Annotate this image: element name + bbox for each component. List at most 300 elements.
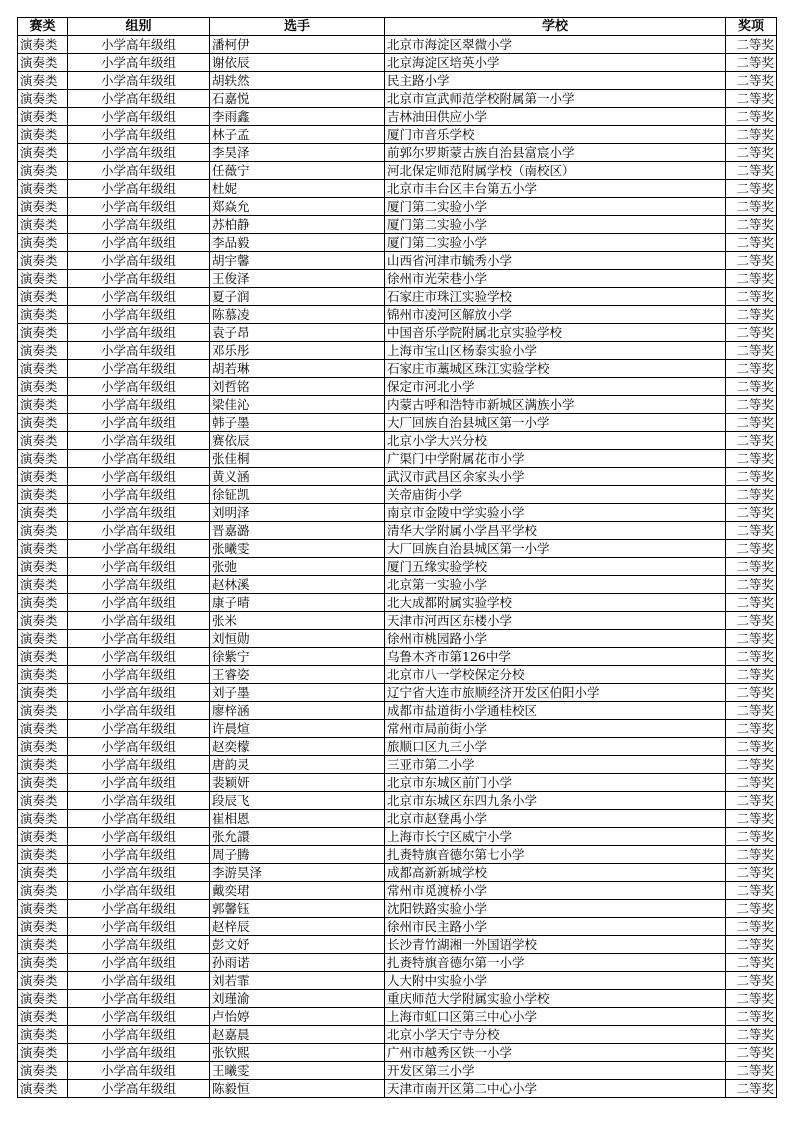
cell-school: 成都市盐道街小学通桂校区	[385, 702, 726, 720]
cell-award: 二等奖	[726, 846, 777, 864]
table-row	[18, 792, 777, 810]
cell-contestant: 刘若霏	[210, 972, 385, 990]
table-row	[18, 522, 777, 540]
cell-contestant: 康子晴	[210, 594, 385, 612]
cell-group: 小学高年级组	[68, 216, 210, 234]
cell-school: 广州市越秀区铁一小学	[385, 1044, 726, 1062]
cell-award: 二等奖	[726, 486, 777, 504]
cell-contestant: 赛依辰	[210, 432, 385, 450]
cell-contestant: 石嘉悦	[210, 90, 385, 108]
cell-school: 河北保定师范附属学校（南校区）	[385, 162, 726, 180]
cell-award: 二等奖	[726, 324, 777, 342]
cell-category: 演奏类	[18, 576, 68, 594]
cell-group: 小学高年级组	[68, 486, 210, 504]
cell-school: 天津市南开区第二中心小学	[385, 1080, 726, 1098]
cell-school: 厦门第二实验小学	[385, 216, 726, 234]
cell-group: 小学高年级组	[68, 522, 210, 540]
cell-group: 小学高年级组	[68, 792, 210, 810]
cell-contestant: 刘恒勋	[210, 630, 385, 648]
cell-contestant: 张弛	[210, 558, 385, 576]
cell-award: 二等奖	[726, 576, 777, 594]
cell-group: 小学高年级组	[68, 630, 210, 648]
cell-group: 小学高年级组	[68, 648, 210, 666]
cell-category: 演奏类	[18, 432, 68, 450]
cell-category: 演奏类	[18, 180, 68, 198]
cell-group: 小学高年级组	[68, 756, 210, 774]
table-row	[18, 702, 777, 720]
table-row	[18, 486, 777, 504]
cell-group: 小学高年级组	[68, 702, 210, 720]
table-row	[18, 954, 777, 972]
cell-award: 二等奖	[726, 882, 777, 900]
cell-contestant: 李雨鑫	[210, 108, 385, 126]
cell-school: 重庆师范大学附属实验小学校	[385, 990, 726, 1008]
cell-award: 二等奖	[726, 108, 777, 126]
cell-award: 二等奖	[726, 1044, 777, 1062]
cell-category: 演奏类	[18, 1008, 68, 1026]
cell-award: 二等奖	[726, 666, 777, 684]
cell-category: 演奏类	[18, 900, 68, 918]
cell-group: 小学高年级组	[68, 396, 210, 414]
cell-school: 旅顺口区九三小学	[385, 738, 726, 756]
cell-award: 二等奖	[726, 990, 777, 1008]
cell-category: 演奏类	[18, 108, 68, 126]
table-row	[18, 504, 777, 522]
cell-award: 二等奖	[726, 630, 777, 648]
cell-group: 小学高年级组	[68, 414, 210, 432]
cell-school: 清华大学附属小学昌平学校	[385, 522, 726, 540]
header-contestant: 选手	[210, 18, 385, 36]
cell-award: 二等奖	[726, 756, 777, 774]
cell-group: 小学高年级组	[68, 234, 210, 252]
cell-award: 二等奖	[726, 918, 777, 936]
table-row	[18, 972, 777, 990]
cell-category: 演奏类	[18, 144, 68, 162]
cell-category: 演奏类	[18, 594, 68, 612]
cell-group: 小学高年级组	[68, 828, 210, 846]
cell-school: 天津市河西区东楼小学	[385, 612, 726, 630]
cell-award: 二等奖	[726, 648, 777, 666]
cell-category: 演奏类	[18, 936, 68, 954]
cell-category: 演奏类	[18, 234, 68, 252]
table-row	[18, 306, 777, 324]
cell-school: 北京第一实验小学	[385, 576, 726, 594]
cell-group: 小学高年级组	[68, 450, 210, 468]
cell-contestant: 赵梓辰	[210, 918, 385, 936]
cell-school: 扎赉特旗音德尔第一小学	[385, 954, 726, 972]
table-row	[18, 864, 777, 882]
cell-school: 北京海淀区培英小学	[385, 54, 726, 72]
cell-group: 小学高年级组	[68, 432, 210, 450]
cell-award: 二等奖	[726, 540, 777, 558]
cell-contestant: 彭文妤	[210, 936, 385, 954]
cell-school: 大厂回族自治县城区第一小学	[385, 540, 726, 558]
cell-award: 二等奖	[726, 72, 777, 90]
cell-contestant: 王睿姿	[210, 666, 385, 684]
table-row	[18, 558, 777, 576]
cell-school: 北京市东城区东四九条小学	[385, 792, 726, 810]
cell-school: 吉林油田供应小学	[385, 108, 726, 126]
cell-school: 北京小学大兴分校	[385, 432, 726, 450]
cell-school: 上海市宝山区杨泰实验小学	[385, 342, 726, 360]
table-row	[18, 900, 777, 918]
cell-award: 二等奖	[726, 306, 777, 324]
cell-contestant: 徐紫宁	[210, 648, 385, 666]
results-table	[17, 17, 777, 1098]
cell-award: 二等奖	[726, 468, 777, 486]
cell-group: 小学高年级组	[68, 378, 210, 396]
cell-category: 演奏类	[18, 288, 68, 306]
cell-contestant: 廖梓涵	[210, 702, 385, 720]
cell-group: 小学高年级组	[68, 504, 210, 522]
cell-group: 小学高年级组	[68, 1044, 210, 1062]
cell-school: 石家庄市藁城区珠江实验学校	[385, 360, 726, 378]
cell-group: 小学高年级组	[68, 540, 210, 558]
cell-contestant: 唐韵灵	[210, 756, 385, 774]
header-school: 学校	[385, 18, 726, 36]
cell-school: 辽宁省大连市旅顺经济开发区伯阳小学	[385, 684, 726, 702]
table-row	[18, 666, 777, 684]
cell-school: 徐州市光荣巷小学	[385, 270, 726, 288]
cell-contestant: 徐钲凯	[210, 486, 385, 504]
cell-category: 演奏类	[18, 522, 68, 540]
cell-category: 演奏类	[18, 252, 68, 270]
table-row	[18, 162, 777, 180]
cell-category: 演奏类	[18, 882, 68, 900]
cell-group: 小学高年级组	[68, 1062, 210, 1080]
cell-contestant: 王俊泽	[210, 270, 385, 288]
cell-contestant: 苏柏静	[210, 216, 385, 234]
cell-award: 二等奖	[726, 198, 777, 216]
table-row	[18, 270, 777, 288]
table-row	[18, 594, 777, 612]
cell-category: 演奏类	[18, 324, 68, 342]
cell-category: 演奏类	[18, 72, 68, 90]
cell-group: 小学高年级组	[68, 468, 210, 486]
cell-contestant: 刘瑾渝	[210, 990, 385, 1008]
table-row	[18, 198, 777, 216]
cell-contestant: 段辰飞	[210, 792, 385, 810]
cell-contestant: 赵林溪	[210, 576, 385, 594]
cell-school: 山西省河津市毓秀小学	[385, 252, 726, 270]
cell-group: 小学高年级组	[68, 180, 210, 198]
table-row	[18, 882, 777, 900]
cell-contestant: 周子腾	[210, 846, 385, 864]
cell-school: 北京市海淀区翠微小学	[385, 36, 726, 54]
cell-category: 演奏类	[18, 612, 68, 630]
cell-award: 二等奖	[726, 396, 777, 414]
cell-category: 演奏类	[18, 162, 68, 180]
cell-contestant: 陈毅恒	[210, 1080, 385, 1098]
cell-category: 演奏类	[18, 414, 68, 432]
cell-contestant: 刘子墨	[210, 684, 385, 702]
cell-contestant: 张曦雯	[210, 540, 385, 558]
cell-school: 开发区第三小学	[385, 1062, 726, 1080]
table-row	[18, 450, 777, 468]
cell-award: 二等奖	[726, 1062, 777, 1080]
cell-award: 二等奖	[726, 810, 777, 828]
table-row	[18, 468, 777, 486]
table-row	[18, 216, 777, 234]
cell-award: 二等奖	[726, 144, 777, 162]
cell-group: 小学高年级组	[68, 54, 210, 72]
cell-group: 小学高年级组	[68, 774, 210, 792]
cell-school: 厦门第二实验小学	[385, 198, 726, 216]
cell-contestant: 胡若琳	[210, 360, 385, 378]
cell-award: 二等奖	[726, 252, 777, 270]
table-row	[18, 126, 777, 144]
cell-group: 小学高年级组	[68, 954, 210, 972]
cell-category: 演奏类	[18, 864, 68, 882]
cell-group: 小学高年级组	[68, 594, 210, 612]
cell-category: 演奏类	[18, 360, 68, 378]
cell-group: 小学高年级组	[68, 144, 210, 162]
cell-contestant: 邓乐彤	[210, 342, 385, 360]
cell-group: 小学高年级组	[68, 1008, 210, 1026]
cell-contestant: 李昊泽	[210, 144, 385, 162]
table-row	[18, 144, 777, 162]
cell-category: 演奏类	[18, 1062, 68, 1080]
cell-award: 二等奖	[726, 594, 777, 612]
cell-contestant: 孙雨诺	[210, 954, 385, 972]
cell-award: 二等奖	[726, 288, 777, 306]
table-row	[18, 324, 777, 342]
cell-award: 二等奖	[726, 738, 777, 756]
cell-group: 小学高年级组	[68, 576, 210, 594]
cell-category: 演奏类	[18, 666, 68, 684]
cell-category: 演奏类	[18, 54, 68, 72]
cell-group: 小学高年级组	[68, 1080, 210, 1098]
cell-award: 二等奖	[726, 90, 777, 108]
cell-school: 锦州市凌河区解放小学	[385, 306, 726, 324]
cell-school: 中国音乐学院附属北京实验学校	[385, 324, 726, 342]
cell-contestant: 张米	[210, 612, 385, 630]
cell-category: 演奏类	[18, 270, 68, 288]
cell-school: 厦门五缘实验学校	[385, 558, 726, 576]
cell-contestant: 任薇宁	[210, 162, 385, 180]
cell-category: 演奏类	[18, 396, 68, 414]
cell-award: 二等奖	[726, 828, 777, 846]
cell-group: 小学高年级组	[68, 612, 210, 630]
cell-group: 小学高年级组	[68, 846, 210, 864]
cell-contestant: 李游昊泽	[210, 864, 385, 882]
cell-contestant: 许晨煊	[210, 720, 385, 738]
table-row	[18, 720, 777, 738]
table-row	[18, 828, 777, 846]
cell-category: 演奏类	[18, 504, 68, 522]
cell-group: 小学高年级组	[68, 252, 210, 270]
table-row	[18, 414, 777, 432]
cell-school: 内蒙古呼和浩特市新城区满族小学	[385, 396, 726, 414]
cell-contestant: 杜妮	[210, 180, 385, 198]
cell-category: 演奏类	[18, 90, 68, 108]
table-row	[18, 342, 777, 360]
cell-group: 小学高年级组	[68, 72, 210, 90]
cell-group: 小学高年级组	[68, 90, 210, 108]
cell-group: 小学高年级组	[68, 882, 210, 900]
table-row	[18, 738, 777, 756]
cell-category: 演奏类	[18, 810, 68, 828]
cell-award: 二等奖	[726, 216, 777, 234]
header-category: 赛类	[18, 18, 68, 36]
header-award: 奖项	[726, 18, 777, 36]
cell-contestant: 张钦熙	[210, 1044, 385, 1062]
cell-award: 二等奖	[726, 234, 777, 252]
cell-group: 小学高年级组	[68, 900, 210, 918]
table-row	[18, 36, 777, 54]
cell-school: 关帝庙街小学	[385, 486, 726, 504]
table-row	[18, 936, 777, 954]
cell-contestant: 黄义涵	[210, 468, 385, 486]
cell-group: 小学高年级组	[68, 972, 210, 990]
cell-contestant: 郭馨钰	[210, 900, 385, 918]
cell-award: 二等奖	[726, 432, 777, 450]
table-row	[18, 90, 777, 108]
cell-award: 二等奖	[726, 360, 777, 378]
cell-category: 演奏类	[18, 558, 68, 576]
cell-school: 人大附中实验小学	[385, 972, 726, 990]
cell-group: 小学高年级组	[68, 810, 210, 828]
cell-school: 北大成都附属实验学校	[385, 594, 726, 612]
table-body	[18, 36, 777, 1098]
cell-category: 演奏类	[18, 828, 68, 846]
header-group: 组别	[68, 18, 210, 36]
cell-contestant: 袁子昂	[210, 324, 385, 342]
cell-contestant: 郑焱允	[210, 198, 385, 216]
cell-award: 二等奖	[726, 936, 777, 954]
cell-group: 小学高年级组	[68, 288, 210, 306]
cell-contestant: 胡宇馨	[210, 252, 385, 270]
cell-school: 徐州市民主路小学	[385, 918, 726, 936]
cell-award: 二等奖	[726, 864, 777, 882]
cell-contestant: 潘柯伊	[210, 36, 385, 54]
cell-contestant: 胡轶然	[210, 72, 385, 90]
cell-group: 小学高年级组	[68, 342, 210, 360]
header-row	[18, 18, 777, 36]
cell-category: 演奏类	[18, 738, 68, 756]
cell-award: 二等奖	[726, 378, 777, 396]
cell-school: 南京市金陵中学实验小学	[385, 504, 726, 522]
table-row	[18, 612, 777, 630]
cell-award: 二等奖	[726, 54, 777, 72]
cell-contestant: 刘哲铭	[210, 378, 385, 396]
cell-school: 北京市丰台区丰台第五小学	[385, 180, 726, 198]
cell-award: 二等奖	[726, 180, 777, 198]
cell-category: 演奏类	[18, 468, 68, 486]
cell-group: 小学高年级组	[68, 162, 210, 180]
cell-contestant: 张允譞	[210, 828, 385, 846]
table-row	[18, 684, 777, 702]
table-row	[18, 1062, 777, 1080]
table-row	[18, 360, 777, 378]
cell-group: 小学高年级组	[68, 198, 210, 216]
cell-group: 小学高年级组	[68, 990, 210, 1008]
cell-award: 二等奖	[726, 504, 777, 522]
table-row	[18, 252, 777, 270]
cell-group: 小学高年级组	[68, 558, 210, 576]
table-row	[18, 288, 777, 306]
table-row	[18, 810, 777, 828]
table-row	[18, 378, 777, 396]
cell-school: 长沙青竹湖湘一外国语学校	[385, 936, 726, 954]
cell-school: 广渠门中学附属花市小学	[385, 450, 726, 468]
cell-category: 演奏类	[18, 450, 68, 468]
cell-school: 徐州市桃园路小学	[385, 630, 726, 648]
table-row	[18, 234, 777, 252]
table-row	[18, 774, 777, 792]
cell-school: 三亚市第二小学	[385, 756, 726, 774]
cell-award: 二等奖	[726, 450, 777, 468]
cell-award: 二等奖	[726, 162, 777, 180]
table-row	[18, 1044, 777, 1062]
cell-school: 厦门第二实验小学	[385, 234, 726, 252]
cell-school: 上海市长宁区威宁小学	[385, 828, 726, 846]
cell-group: 小学高年级组	[68, 918, 210, 936]
cell-category: 演奏类	[18, 720, 68, 738]
cell-group: 小学高年级组	[68, 108, 210, 126]
table-row	[18, 1008, 777, 1026]
cell-group: 小学高年级组	[68, 720, 210, 738]
table-row	[18, 180, 777, 198]
cell-contestant: 赵奕檬	[210, 738, 385, 756]
cell-school: 成都高新新城学校	[385, 864, 726, 882]
cell-contestant: 张佳桐	[210, 450, 385, 468]
cell-category: 演奏类	[18, 306, 68, 324]
cell-contestant: 王曦雯	[210, 1062, 385, 1080]
cell-category: 演奏类	[18, 792, 68, 810]
cell-category: 演奏类	[18, 846, 68, 864]
cell-contestant: 梁佳沁	[210, 396, 385, 414]
cell-award: 二等奖	[726, 720, 777, 738]
cell-category: 演奏类	[18, 648, 68, 666]
cell-school: 前郭尔罗斯蒙古族自治县富宸小学	[385, 144, 726, 162]
cell-category: 演奏类	[18, 486, 68, 504]
cell-award: 二等奖	[726, 702, 777, 720]
cell-school: 武汉市武昌区余家头小学	[385, 468, 726, 486]
cell-school: 北京市八一学校保定分校	[385, 666, 726, 684]
cell-contestant: 谢依辰	[210, 54, 385, 72]
table-row	[18, 576, 777, 594]
cell-category: 演奏类	[18, 756, 68, 774]
cell-category: 演奏类	[18, 216, 68, 234]
cell-award: 二等奖	[726, 36, 777, 54]
table-row	[18, 1080, 777, 1098]
cell-award: 二等奖	[726, 342, 777, 360]
cell-award: 二等奖	[726, 1080, 777, 1098]
table-row	[18, 918, 777, 936]
cell-school: 北京市东城区前门小学	[385, 774, 726, 792]
cell-contestant: 林子孟	[210, 126, 385, 144]
cell-award: 二等奖	[726, 774, 777, 792]
cell-contestant: 赵嘉晨	[210, 1026, 385, 1044]
table-row	[18, 756, 777, 774]
cell-school: 北京市赵登禹小学	[385, 810, 726, 828]
cell-category: 演奏类	[18, 990, 68, 1008]
cell-group: 小学高年级组	[68, 738, 210, 756]
cell-category: 演奏类	[18, 1026, 68, 1044]
table-row	[18, 846, 777, 864]
cell-award: 二等奖	[726, 126, 777, 144]
cell-contestant: 李品毅	[210, 234, 385, 252]
cell-award: 二等奖	[726, 900, 777, 918]
cell-school: 常州市局前街小学	[385, 720, 726, 738]
cell-school: 上海市虹口区第三中心小学	[385, 1008, 726, 1026]
cell-group: 小学高年级组	[68, 666, 210, 684]
cell-school: 北京小学天宁寺分校	[385, 1026, 726, 1044]
cell-group: 小学高年级组	[68, 684, 210, 702]
cell-group: 小学高年级组	[68, 126, 210, 144]
cell-contestant: 韩子墨	[210, 414, 385, 432]
